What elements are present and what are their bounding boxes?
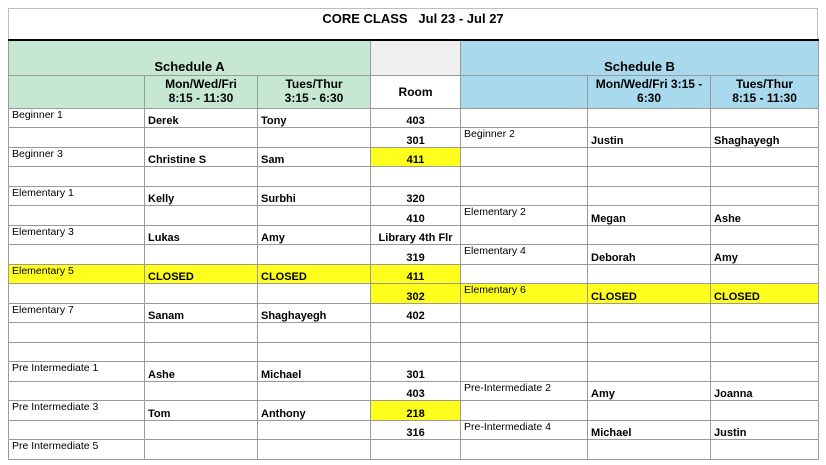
table-row (9, 128, 819, 148)
table-row (9, 108, 819, 128)
schedule-a-tt-cell (258, 128, 371, 148)
schedule-b-level-cell (461, 303, 588, 323)
schedule-a-tt-cell (258, 440, 371, 460)
schedule-b-tt-cell: Ashe (711, 206, 819, 226)
schedule-a-level-cell (9, 342, 145, 362)
header-row-1 (9, 40, 819, 75)
schedule-b-level-cell: Elementary 4 (461, 245, 588, 265)
schedule-b-level-header (461, 75, 588, 108)
room-cell (371, 323, 461, 343)
schedule-a-mwf-cell: Ashe (145, 362, 258, 382)
schedule-b-level-cell (461, 401, 588, 421)
table-row (9, 167, 819, 187)
schedule-b-tt-cell (711, 147, 819, 167)
schedule-b-level-cell: Pre-Intermediate 2 (461, 381, 588, 401)
schedule-b-mwf-cell: Amy (588, 381, 711, 401)
schedule-a-tt-cell: Tony (258, 108, 371, 128)
room-cell: 301 (371, 362, 461, 382)
schedule-b-level-cell (461, 147, 588, 167)
schedule-b-level-cell: Beginner 2 (461, 128, 588, 148)
room-cell: 302 (371, 284, 461, 304)
schedule-b-mwf-cell (588, 342, 711, 362)
schedule-b-tt-cell (711, 225, 819, 245)
schedule-a-mwf-cell: Lukas (145, 225, 258, 245)
schedule-a-mwf-cell (145, 284, 258, 304)
schedule-a-level-cell: Beginner 1 (9, 108, 145, 128)
schedule-b-mwf-cell: Megan (588, 206, 711, 226)
schedule-a-level-cell: Elementary 7 (9, 303, 145, 323)
schedule-a-mwf-cell: Derek (145, 108, 258, 128)
schedule-a-tt-cell: Shaghayegh (258, 303, 371, 323)
schedule-b-tt-cell (711, 167, 819, 187)
schedule-a-tt-cell (258, 167, 371, 187)
schedule-b-tt-cell (711, 342, 819, 362)
schedule-b-mwf-cell: Justin (588, 128, 711, 148)
schedule-a-level-header (9, 75, 145, 108)
room-cell (371, 167, 461, 187)
room-cell (371, 342, 461, 362)
schedule-a-mwf-cell (145, 167, 258, 187)
schedule-b-mwf-cell (588, 362, 711, 382)
schedule-a-mwf-cell: CLOSED (145, 264, 258, 284)
schedule-a-mwf-cell: Kelly (145, 186, 258, 206)
schedule-a-tt-cell (258, 323, 371, 343)
room-header: Room (371, 75, 461, 108)
room-cell: 301 (371, 128, 461, 148)
table-row (9, 381, 819, 401)
schedule-a-level-cell: Pre Intermediate 5 (9, 440, 145, 460)
schedule-a-tt-cell: Amy (258, 225, 371, 245)
schedule-a-level-cell: Pre Intermediate 3 (9, 401, 145, 421)
room-cell: 319 (371, 245, 461, 265)
schedule-b-tt-cell (711, 108, 819, 128)
schedule-a-mwf-cell (145, 245, 258, 265)
schedule-b-level-cell: Pre-Intermediate 4 (461, 420, 588, 440)
schedule-a-level-cell (9, 206, 145, 226)
schedule-b-level-cell (461, 323, 588, 343)
schedule-table (8, 39, 819, 460)
schedule-a-mwf-cell: Sanam (145, 303, 258, 323)
schedule-a-level-cell: Elementary 5 (9, 264, 145, 284)
schedule-a-tt-cell: Sam (258, 147, 371, 167)
schedule-b-level-cell: Elementary 2 (461, 206, 588, 226)
schedule-b-level-cell (461, 440, 588, 460)
schedule-b-level-cell (461, 225, 588, 245)
schedule-b-mwf-cell (588, 440, 711, 460)
schedule-b-header: Schedule B (461, 40, 819, 75)
schedule-a-tt-cell (258, 420, 371, 440)
sheet-title: CORE CLASS Jul 23 - Jul 27 (8, 8, 818, 39)
schedule-a-mwf-cell (145, 440, 258, 460)
schedule-b-mwf-cell (588, 303, 711, 323)
schedule-b-tt-cell (711, 362, 819, 382)
table-row (9, 264, 819, 284)
room-cell: 411 (371, 264, 461, 284)
schedule-b-tt-cell: Amy (711, 245, 819, 265)
schedule-a-tt-cell (258, 342, 371, 362)
schedule-b-tt-cell (711, 264, 819, 284)
spreadsheet (8, 8, 818, 460)
schedule-a-mwf-cell (145, 342, 258, 362)
room-cell: 403 (371, 108, 461, 128)
schedule-b-mwf-cell (588, 225, 711, 245)
table-row (9, 147, 819, 167)
table-row (9, 362, 819, 382)
schedule-a-level-cell (9, 284, 145, 304)
schedule-a-tt-cell (258, 284, 371, 304)
schedule-b-mwf-cell: Deborah (588, 245, 711, 265)
schedule-b-mwf-cell (588, 167, 711, 187)
schedule-a-level-cell (9, 323, 145, 343)
schedule-b-mwf-cell (588, 401, 711, 421)
schedule-b-tt-cell (711, 440, 819, 460)
room-cell: 410 (371, 206, 461, 226)
schedule-a-mwf-cell (145, 206, 258, 226)
schedule-a-tt-cell: CLOSED (258, 264, 371, 284)
schedule-a-tt-cell: Anthony (258, 401, 371, 421)
schedule-b-tt-cell (711, 186, 819, 206)
room-cell: 411 (371, 147, 461, 167)
schedule-a-mwf-cell (145, 323, 258, 343)
schedule-a-mwf-cell: Tom (145, 401, 258, 421)
table-row (9, 440, 819, 460)
schedule-a-mwf-cell (145, 128, 258, 148)
schedule-b-mwf-cell: Michael (588, 420, 711, 440)
schedule-b-tt-cell: Justin (711, 420, 819, 440)
table-row (9, 303, 819, 323)
schedule-a-level-cell: Pre Intermediate 1 (9, 362, 145, 382)
schedule-b-mwf-cell (588, 323, 711, 343)
table-row (9, 284, 819, 304)
schedule-b-tt-cell (711, 303, 819, 323)
header-row-2 (9, 75, 819, 108)
schedule-b-level-cell (461, 264, 588, 284)
schedule-b-tt-cell (711, 401, 819, 421)
schedule-b-mwf-header: Mon/Wed/Fri 3:15 - 6:30 (588, 75, 711, 108)
schedule-a-level-cell (9, 245, 145, 265)
table-row (9, 420, 819, 440)
room-header-top (371, 40, 461, 75)
schedule-a-tt-cell (258, 381, 371, 401)
schedule-b-level-cell (461, 342, 588, 362)
schedule-a-header: Schedule A (9, 40, 371, 75)
schedule-b-mwf-cell (588, 186, 711, 206)
schedule-b-mwf-cell (588, 264, 711, 284)
schedule-a-level-cell: Beginner 3 (9, 147, 145, 167)
table-row (9, 245, 819, 265)
schedule-a-tt-header: Tues/Thur 3:15 - 6:30 (258, 75, 371, 108)
table-row (9, 323, 819, 343)
schedule-b-mwf-cell (588, 108, 711, 128)
schedule-a-tt-cell: Surbhi (258, 186, 371, 206)
schedule-b-tt-cell: Shaghayegh (711, 128, 819, 148)
schedule-b-level-cell (461, 108, 588, 128)
schedule-b-level-cell (461, 362, 588, 382)
schedule-a-mwf-cell (145, 381, 258, 401)
room-cell (371, 440, 461, 460)
schedule-a-level-cell: Elementary 3 (9, 225, 145, 245)
room-cell: 316 (371, 420, 461, 440)
table-row (9, 225, 819, 245)
schedule-a-level-cell (9, 167, 145, 187)
schedule-a-level-cell (9, 381, 145, 401)
schedule-a-mwf-cell (145, 420, 258, 440)
schedule-b-level-cell: Elementary 6 (461, 284, 588, 304)
room-cell: 403 (371, 381, 461, 401)
schedule-b-tt-cell: Joanna (711, 381, 819, 401)
room-cell: 218 (371, 401, 461, 421)
table-row (9, 401, 819, 421)
table-row (9, 186, 819, 206)
room-cell: 402 (371, 303, 461, 323)
table-row (9, 206, 819, 226)
schedule-b-level-cell (461, 167, 588, 187)
schedule-a-level-cell: Elementary 1 (9, 186, 145, 206)
schedule-a-tt-cell (258, 206, 371, 226)
schedule-a-tt-cell (258, 245, 371, 265)
schedule-a-tt-cell: Michael (258, 362, 371, 382)
schedule-a-level-cell (9, 128, 145, 148)
schedule-b-tt-cell (711, 323, 819, 343)
table-row (9, 342, 819, 362)
schedule-b-tt-header: Tues/Thur 8:15 - 11:30 (711, 75, 819, 108)
schedule-b-tt-cell: CLOSED (711, 284, 819, 304)
schedule-a-mwf-cell: Christine S (145, 147, 258, 167)
schedule-b-mwf-cell (588, 147, 711, 167)
room-cell: Library 4th Flr (371, 225, 461, 245)
schedule-b-level-cell (461, 186, 588, 206)
room-cell: 320 (371, 186, 461, 206)
schedule-b-mwf-cell: CLOSED (588, 284, 711, 304)
schedule-a-mwf-header: Mon/Wed/Fri 8:15 - 11:30 (145, 75, 258, 108)
schedule-a-level-cell (9, 420, 145, 440)
